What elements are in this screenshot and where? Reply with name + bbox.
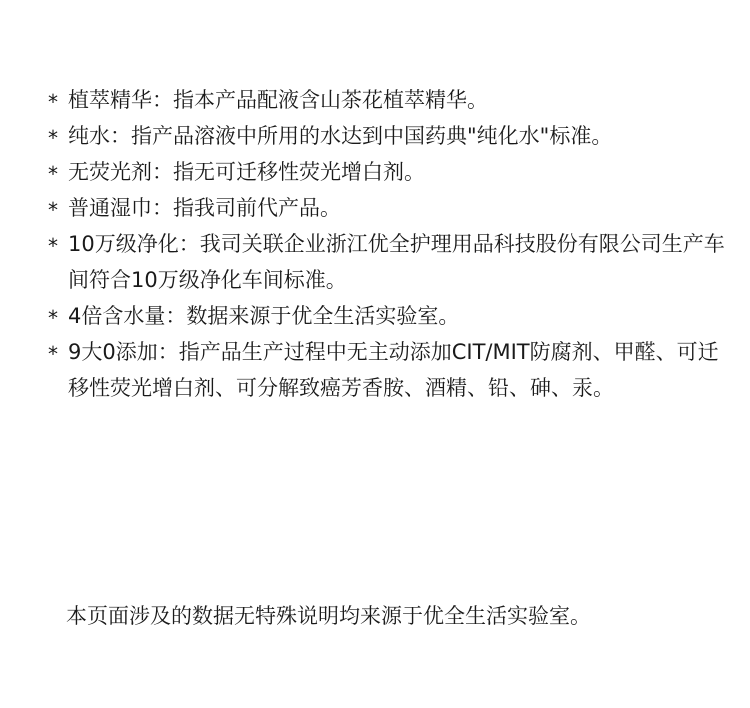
- footnote-text: 9大0添加：指产品生产过程中无主动添加CIT/MIT防腐剂、甲醛、可迁移性荧光增白剂、可分解致癌芳香胺、酒精、铅、砷、汞。: [68, 340, 719, 400]
- asterisk-marker: *: [48, 234, 58, 258]
- asterisk-marker: *: [48, 162, 58, 186]
- footnote-text: 4倍含水量：数据来源于优全生活实验室。: [68, 304, 460, 328]
- asterisk-marker: *: [48, 342, 58, 366]
- data-source-note: 本页面涉及的数据无特殊说明均来源于优全生活实验室。: [66, 604, 591, 628]
- footnote-item: [48, 298, 728, 334]
- asterisk-marker: *: [48, 306, 58, 330]
- asterisk-marker: *: [48, 126, 58, 150]
- footnote-item: [48, 334, 728, 406]
- footnote-item: [48, 190, 728, 226]
- footnote-text: 无荧光剂：指无可迁移性荧光增白剂。: [68, 160, 425, 184]
- footnote-item: [48, 154, 728, 190]
- asterisk-marker: *: [48, 90, 58, 114]
- footnote-text: 纯水：指产品溶液中所用的水达到中国药典"纯化水"标准。: [68, 124, 613, 148]
- footnote-item: [48, 118, 728, 154]
- footnote-text: 普通湿巾：指我司前代产品。: [68, 196, 341, 220]
- footnote-text: 植萃精华：指本产品配液含山茶花植萃精华。: [68, 88, 488, 112]
- footnote-item: [48, 82, 728, 118]
- asterisk-marker: *: [48, 198, 58, 222]
- footnote-text: 10万级净化：我司关联企业浙江优全护理用品科技股份有限公司生产车间符合10万级净化车间标准。: [68, 232, 725, 292]
- footnote-list: [48, 82, 728, 406]
- footnote-item: [48, 226, 728, 298]
